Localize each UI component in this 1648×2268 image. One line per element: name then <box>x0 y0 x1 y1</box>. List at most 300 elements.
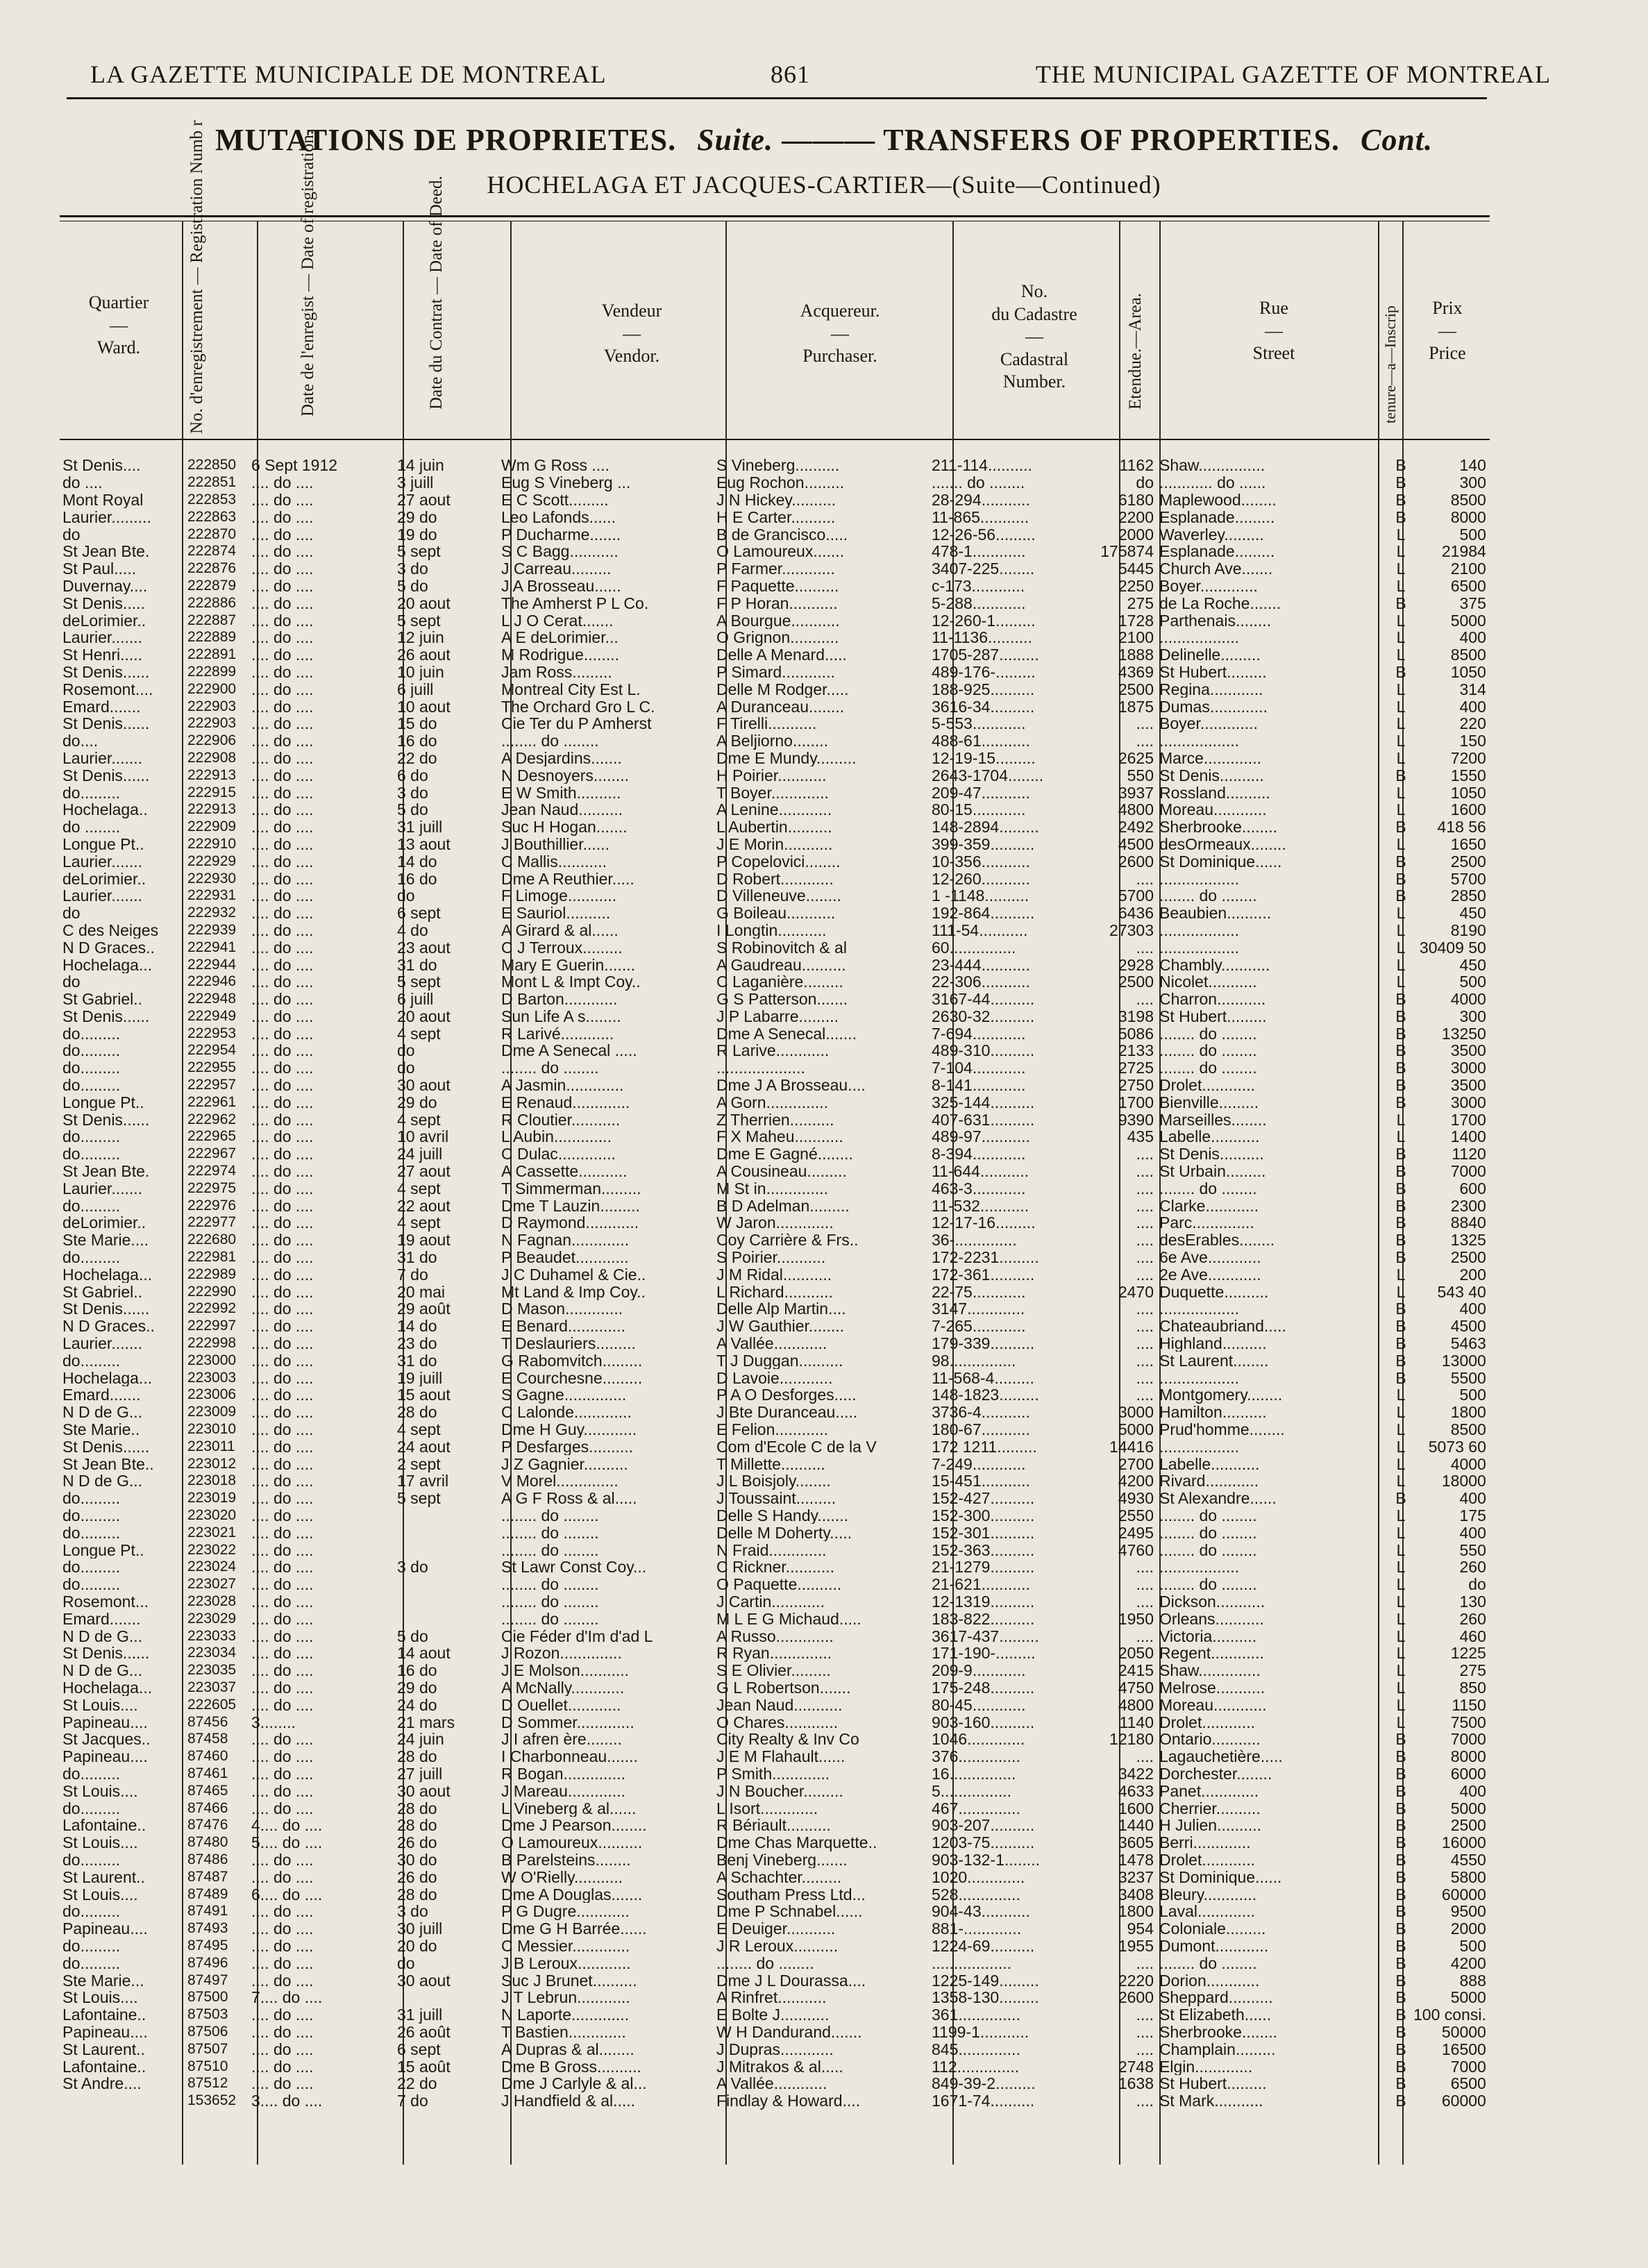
cadastral-number-cell: 903-132-1........ <box>932 1851 1040 1869</box>
registration-number-cell: 222989 <box>187 1266 237 1282</box>
registration-number-cell: 223024 <box>187 1559 237 1575</box>
vendor-cell: C Messier............. <box>501 1937 630 1955</box>
street-cell: St Laurent........ <box>1159 1352 1269 1370</box>
area-cell: 3237 <box>1118 1868 1154 1886</box>
street-cell: ........ do ........ <box>1159 1541 1257 1559</box>
cadastral-number-cell: 5-553............ <box>932 714 1026 732</box>
street-cell: Esplanade......... <box>1159 508 1275 526</box>
ward-cell: St Jacques.. <box>62 1730 151 1748</box>
purchaser-cell: O Lamoureux....... <box>716 542 845 560</box>
street-cell: desErables........ <box>1159 1231 1275 1249</box>
price-cell: 4000 <box>1450 1455 1486 1473</box>
deed-date-cell: 31 do <box>397 1352 437 1370</box>
transfers-table <box>60 457 1492 2110</box>
vendor-cell: E W Smith.......... <box>501 784 621 801</box>
registration-number-cell: 223019 <box>187 1490 237 1506</box>
purchaser-cell: P A O Desforges..... <box>716 1386 857 1404</box>
area-cell: do <box>1136 473 1154 492</box>
area-cell: 2500 <box>1118 680 1154 698</box>
deed-date-cell: 22 aout <box>397 1197 451 1215</box>
registration-date-cell: .... do .... <box>251 1972 314 1989</box>
tenure-cell: B <box>1395 1954 1406 1972</box>
vendor-cell: J Mareau............. <box>501 1782 625 1800</box>
ward-cell: St Jean Bte. <box>62 542 150 560</box>
registration-date-cell: .... do .... <box>251 1007 314 1025</box>
registration-number-cell: 222981 <box>187 1249 237 1266</box>
registration-date-cell: .... do .... <box>251 1248 314 1266</box>
tenure-cell: L <box>1396 1283 1406 1301</box>
area-cell: 4500 <box>1118 835 1154 853</box>
registration-date-cell: .... do .... <box>251 577 314 595</box>
table-row <box>60 1283 1492 1300</box>
cadastral-number-cell: 22-75............ <box>932 1283 1026 1301</box>
tenure-cell: L <box>1396 1713 1406 1731</box>
cadastral-number-cell: 21-1279.......... <box>932 1559 1035 1576</box>
price-cell: 21984 <box>1441 542 1486 560</box>
vendor-cell: P Beaudet............ <box>501 1248 629 1266</box>
street-cell: ........ do ........ <box>1159 1506 1257 1524</box>
ward-cell: St Gabriel.. <box>62 990 143 1008</box>
price-cell: 500 <box>1459 1386 1486 1404</box>
price-cell: 2000 <box>1450 1920 1486 1938</box>
price-cell: 550 <box>1459 1541 1486 1559</box>
vendor-cell: J T Lebrun............ <box>501 1988 630 2006</box>
price-cell: 8000 <box>1450 1747 1486 1765</box>
purchaser-cell: S Poirier........... <box>716 1248 826 1266</box>
street-cell: Ontario........... <box>1159 1730 1261 1748</box>
price-cell: 7500 <box>1450 1713 1486 1731</box>
area-cell: .... <box>1136 1317 1154 1335</box>
table-row <box>60 887 1492 905</box>
area-cell: .... <box>1136 1386 1154 1404</box>
registration-date-cell: .... do .... <box>251 1420 314 1438</box>
registration-date-cell: .... do .... <box>251 2023 314 2041</box>
street-cell: Chateaubriand..... <box>1159 1317 1286 1335</box>
price-cell: 7000 <box>1450 2058 1486 2075</box>
ward-cell: St Denis.... <box>62 457 141 474</box>
deed-date-cell: 23 do <box>397 1334 437 1352</box>
registration-number-cell: 87495 <box>187 1937 228 1954</box>
registration-number-cell: 222955 <box>187 1059 237 1076</box>
tenure-cell: B <box>1395 1747 1406 1765</box>
cadastral-number-cell: .................. <box>932 1954 1012 1972</box>
purchaser-cell: J R Leroux.......... <box>716 1937 839 1955</box>
deed-date-cell: 21 mars <box>397 1713 455 1731</box>
vendor-cell: N Laporte............. <box>501 2006 630 2024</box>
street-cell: St Hubert......... <box>1159 2074 1267 2092</box>
registration-number-cell: 223021 <box>187 1524 237 1540</box>
purchaser-cell: Delle M Doherty..... <box>716 1524 852 1542</box>
purchaser-cell: J Mitrakos & al..... <box>716 2058 843 2075</box>
price-cell: 2850 <box>1450 887 1486 905</box>
tenure-cell: L <box>1396 1696 1406 1714</box>
deed-date-cell: 7 do <box>397 2092 428 2110</box>
price-cell: 1120 <box>1452 1145 1486 1163</box>
table-row <box>60 629 1492 646</box>
street-cell: .................. <box>1159 1438 1240 1456</box>
ward-cell: Laurier....... <box>62 749 143 767</box>
registration-date-cell: .... do .... <box>251 1868 314 1886</box>
price-cell: 1225 <box>1450 1644 1486 1662</box>
price-cell: 375 <box>1459 594 1486 612</box>
cadastral-number-cell: 881-............. <box>932 1920 1022 1938</box>
cadastral-number-cell: 488-61........... <box>932 732 1030 750</box>
street-cell: .................. <box>1159 1369 1240 1387</box>
street-cell: Labelle........... <box>1159 1455 1260 1473</box>
area-cell: .... <box>1136 990 1154 1008</box>
cadastral-number-cell: 2630-32.......... <box>932 1007 1035 1025</box>
street-cell: St Elizabeth...... <box>1159 2006 1272 2024</box>
street-cell: St Mark........... <box>1159 2092 1263 2110</box>
section-subtitle: HOCHELAGA ET JACQUES-CARTIER—(Suite—Continued) <box>487 171 1161 199</box>
street-cell: St Urbain......... <box>1159 1162 1266 1180</box>
tenure-cell: B <box>1395 1076 1406 1094</box>
vendor-cell: A Desjardins....... <box>501 749 622 767</box>
deed-date-cell: 3 do <box>397 784 428 801</box>
price-cell: 13250 <box>1441 1025 1486 1043</box>
ward-cell: do.... <box>62 732 99 750</box>
tenure-cell: B <box>1395 1972 1406 1989</box>
cadastral-number-cell: 152-427.......... <box>932 1489 1035 1507</box>
table-row <box>60 1421 1492 1438</box>
table-row <box>60 543 1492 560</box>
registration-number-cell: 222879 <box>187 577 237 594</box>
registration-number-cell: 222915 <box>187 784 237 800</box>
table-row <box>60 784 1492 801</box>
street-cell: Bienville......... <box>1159 1093 1259 1111</box>
ward-cell: do......... <box>62 1352 121 1370</box>
table-row <box>60 870 1492 887</box>
ward-cell: Hochelaga... <box>62 956 153 973</box>
area-cell: 1950 <box>1118 1610 1154 1628</box>
deed-date-cell: 26 do <box>397 1868 437 1886</box>
cadastral-number-cell: 8-141............ <box>932 1076 1026 1094</box>
price-cell: 60000 <box>1441 2092 1486 2110</box>
purchaser-cell: F P Horan........... <box>716 594 838 612</box>
vendor-cell: A Dupras & al........ <box>501 2040 634 2058</box>
ward-cell: Rosemont... <box>62 1593 149 1611</box>
cadastral-number-cell: 7-694............ <box>932 1025 1026 1043</box>
ward-cell: Hochelaga... <box>62 1679 153 1697</box>
registration-date-cell: .... do .... <box>251 1334 314 1352</box>
cadastral-number-cell: 11-568-4......... <box>932 1369 1034 1387</box>
registration-number-cell: 153652 <box>187 2092 237 2109</box>
area-cell: .... <box>1136 1352 1154 1370</box>
deed-date-cell: 4 sept <box>397 1025 441 1043</box>
registration-number-cell: 222899 <box>187 663 237 680</box>
registration-date-cell: 3.... do .... <box>251 2092 323 2110</box>
area-cell: 4800 <box>1118 800 1154 818</box>
area-cell: 2928 <box>1118 956 1154 973</box>
registration-number-cell: 87506 <box>187 2023 228 2040</box>
vendor-cell: N Desnoyers........ <box>501 766 630 784</box>
registration-date-cell: .... do .... <box>251 818 314 836</box>
purchaser-cell: C Rickner........... <box>716 1559 834 1576</box>
tenure-cell: L <box>1396 973 1406 991</box>
purchaser-cell: J W Gauthier........ <box>716 1317 845 1335</box>
purchaser-cell: Dme J L Dourassa.... <box>716 1972 866 1989</box>
table-row <box>60 2024 1492 2041</box>
deed-date-cell: 10 aout <box>397 698 451 715</box>
price-cell: 300 <box>1459 1007 1486 1025</box>
registration-number-cell: 223018 <box>187 1472 237 1489</box>
street-cell: Drolet............ <box>1159 1713 1256 1731</box>
registration-date-cell: .... do .... <box>251 1902 314 1920</box>
tenure-cell: B <box>1395 457 1406 474</box>
ward-cell: St Gabriel.. <box>62 1283 143 1301</box>
area-cell: 2750 <box>1118 1076 1154 1094</box>
registration-number-cell: 223033 <box>187 1627 237 1644</box>
purchaser-cell: Delle Alp Martin.... <box>716 1300 846 1318</box>
vendor-cell: C Lalonde............. <box>501 1403 632 1421</box>
deed-date-cell: 5 do <box>397 577 428 595</box>
street-cell: Sherbrooke........ <box>1159 818 1278 836</box>
registration-number-cell: 223010 <box>187 1421 237 1438</box>
area-cell: 2600 <box>1118 1988 1154 2006</box>
purchaser-cell: P Simard............ <box>716 663 835 681</box>
street-cell: Labelle........... <box>1159 1128 1260 1145</box>
vendor-cell: S Gagne.............. <box>501 1386 627 1404</box>
purchaser-cell: L Richard........... <box>716 1283 833 1301</box>
area-cell: 1955 <box>1118 1937 1154 1955</box>
price-cell: 5700 <box>1450 870 1486 887</box>
street-cell: Victoria.......... <box>1159 1627 1257 1645</box>
cadastral-number-cell: 12-260-1......... <box>932 612 1036 629</box>
price-cell: 8000 <box>1450 508 1486 526</box>
price-cell: 4500 <box>1450 1317 1486 1335</box>
tenure-cell: L <box>1396 577 1406 595</box>
ward-cell: do......... <box>62 1145 121 1163</box>
deed-date-cell: 20 mai <box>397 1283 446 1301</box>
registration-date-cell: .... do .... <box>251 508 314 526</box>
area-cell: 14416 <box>1109 1438 1154 1456</box>
price-cell: 1700 <box>1450 1111 1486 1129</box>
table-row <box>60 664 1492 681</box>
registration-date-cell: .... do .... <box>251 646 314 664</box>
price-cell: 460 <box>1459 1627 1486 1645</box>
vendor-cell: C Mallis........... <box>501 852 607 871</box>
table-row <box>60 612 1492 629</box>
col-date-registration: Date de l'enregist — Date of registration. <box>299 131 317 417</box>
area-cell: 27303 <box>1109 921 1154 939</box>
purchaser-cell: L Aubertin.......... <box>716 818 832 836</box>
deed-date-cell: 14 do <box>397 1317 437 1335</box>
tenure-cell: B <box>1395 594 1406 612</box>
registration-date-cell: .... do .... <box>251 921 314 939</box>
deed-date-cell: 12 juin <box>397 628 444 646</box>
area-cell: 12180 <box>1109 1730 1154 1748</box>
deed-date-cell: 30 juill <box>397 1920 443 1938</box>
registration-number-cell: 222953 <box>187 1025 237 1041</box>
deed-date-cell: 4 sept <box>397 1111 441 1129</box>
purchaser-cell: T J Duggan.......... <box>716 1352 843 1370</box>
vendor-cell: P Ducharme....... <box>501 526 621 543</box>
street-cell: Delinelle......... <box>1159 646 1261 664</box>
purchaser-cell: A Gaudreau.......... <box>716 956 846 973</box>
street-cell: Dumont............ <box>1159 1937 1269 1955</box>
tenure-cell: B <box>1395 1902 1406 1920</box>
vendor-cell: ........ do ........ <box>501 1593 599 1611</box>
ward-cell: do......... <box>62 1902 121 1920</box>
ward-cell: St Louis.... <box>62 1885 138 1903</box>
vendor-cell: S C Bagg........... <box>501 542 619 560</box>
street-cell: St Hubert......... <box>1159 1007 1267 1025</box>
purchaser-cell: H Poirier........... <box>716 766 827 784</box>
cadastral-number-cell: 1046............. <box>932 1730 1025 1748</box>
cadastral-number-cell: 211-114.......... <box>932 457 1032 474</box>
deed-date-cell: 30 aout <box>397 1972 451 1989</box>
cadastral-number-cell: 903-207.......... <box>932 1816 1035 1834</box>
deed-date-cell <box>397 1524 501 1541</box>
ward-cell: Rosemont.... <box>62 680 153 698</box>
registration-date-cell: .... do .... <box>251 2074 314 2092</box>
ward-cell: do......... <box>62 1042 121 1059</box>
area-cell: .... <box>1136 1369 1154 1387</box>
table-row <box>60 1507 1492 1524</box>
deed-date-cell: 15 aout <box>397 1386 451 1404</box>
price-cell: 8500 <box>1450 491 1486 509</box>
registration-number-cell: 222932 <box>187 905 237 921</box>
price-cell: 8500 <box>1450 1420 1486 1438</box>
area-cell: 2625 <box>1118 749 1154 767</box>
vendor-cell: ........ do ........ <box>501 1506 599 1524</box>
registration-date-cell: .... do .... <box>251 990 314 1008</box>
deed-date-cell: 26 août <box>397 2023 451 2041</box>
vendor-cell: Mont L & Impt Coy.. <box>501 973 641 991</box>
registration-number-cell: 87507 <box>187 2040 228 2057</box>
price-cell: 400 <box>1459 1489 1486 1507</box>
deed-date-cell: 31 do <box>397 1248 437 1266</box>
area-cell: .... <box>1136 1627 1154 1645</box>
price-cell: 6500 <box>1450 2074 1486 2092</box>
price-cell: 260 <box>1459 1559 1486 1576</box>
vendor-cell: Dme G H Barrée...... <box>501 1920 647 1938</box>
cadastral-number-cell: 209-9............ <box>932 1661 1026 1679</box>
deed-date-cell: do <box>397 1954 415 1972</box>
tenure-cell: L <box>1396 1455 1406 1473</box>
ward-cell: St Louis.... <box>62 1833 138 1851</box>
purchaser-cell: ........ do ........ <box>716 1954 814 1972</box>
purchaser-cell: G S Patterson....... <box>716 990 848 1008</box>
registration-date-cell: .... do .... <box>251 1145 314 1163</box>
area-cell: 1600 <box>1118 1799 1154 1817</box>
tenure-cell: B <box>1395 2074 1406 2092</box>
registration-date-cell: .... do .... <box>251 1231 314 1249</box>
tenure-cell: B <box>1395 2058 1406 2075</box>
registration-number-cell: 222977 <box>187 1214 237 1231</box>
col-purchaser: Acquereur. — Purchaser. <box>800 301 880 366</box>
vendor-cell: Leo Lafonds...... <box>501 508 616 526</box>
street-cell: .................. <box>1159 870 1240 887</box>
tenure-cell: B <box>1395 1730 1406 1748</box>
street-cell: Rossland.......... <box>1159 784 1270 801</box>
registration-date-cell: .... do .... <box>251 663 314 681</box>
registration-date-cell: .... do .... <box>251 1937 314 1955</box>
registration-date-cell: .... do .... <box>251 887 314 905</box>
price-cell: 220 <box>1459 714 1486 732</box>
purchaser-cell: E Bolte J........... <box>716 2006 830 2024</box>
tenure-cell: L <box>1396 680 1406 698</box>
table-row <box>60 1765 1492 1783</box>
ward-cell <box>60 2092 187 2110</box>
street-cell: desOrmeaux........ <box>1159 835 1286 853</box>
table-row <box>60 715 1492 732</box>
table-row <box>60 1111 1492 1128</box>
ward-cell: St Paul..... <box>62 560 137 578</box>
ward-cell: do......... <box>62 1025 121 1043</box>
deed-date-cell: 15 do <box>397 714 437 732</box>
purchaser-cell: Com d'Ecole C de la V <box>716 1438 877 1456</box>
cadastral-number-cell: 23-444........... <box>932 956 1030 973</box>
table-row <box>60 836 1492 853</box>
tenure-cell: L <box>1396 612 1406 629</box>
area-cell: 1140 <box>1119 1713 1154 1731</box>
vendor-cell: Dme A Senecal ..... <box>501 1042 637 1059</box>
registration-date-cell: .... do .... <box>251 1610 314 1628</box>
tenure-cell: B <box>1395 1214 1406 1232</box>
street-cell: Melrose........... <box>1159 1679 1266 1697</box>
street-cell: Montgomery........ <box>1159 1386 1283 1404</box>
purchaser-cell: D Lavoie............ <box>716 1369 833 1387</box>
deed-date-cell: 14 aout <box>397 1644 451 1662</box>
area-cell: 2492 <box>1118 818 1154 836</box>
street-cell: St Denis.......... <box>1159 766 1264 784</box>
ward-cell: Laurier....... <box>62 628 143 646</box>
title-fr: MUTATIONS DE PROPRIETES. <box>215 123 677 157</box>
registration-date-cell: .... do .... <box>251 1851 314 1869</box>
area-cell: .... <box>1136 2092 1154 2110</box>
price-cell: 500 <box>1459 973 1486 991</box>
street-cell: ........ do ........ <box>1159 1575 1257 1593</box>
cadastral-number-cell: 325-144.......... <box>932 1093 1035 1111</box>
purchaser-cell: J Dupras............ <box>716 2040 834 2058</box>
tenure-cell: L <box>1396 732 1406 750</box>
price-cell: 300 <box>1459 473 1486 492</box>
street-cell: ............ do ...... <box>1159 473 1266 492</box>
area-cell: 2470 <box>1118 1283 1154 1301</box>
price-cell: 5000 <box>1450 612 1486 629</box>
tenure-cell: B <box>1395 473 1406 492</box>
tenure-cell: B <box>1395 1765 1406 1783</box>
deed-date-cell: 29 août <box>397 1300 451 1318</box>
price-cell: 400 <box>1459 1782 1486 1800</box>
area-cell: 4800 <box>1118 1696 1154 1714</box>
cadastral-number-cell: 1 -1148.......... <box>932 887 1029 905</box>
tenure-cell: B <box>1395 1025 1406 1043</box>
table-row <box>60 939 1492 956</box>
vendor-cell: E Renaud............. <box>501 1093 630 1111</box>
tenure-cell: L <box>1396 646 1406 664</box>
registration-date-cell: .... do .... <box>251 1593 314 1611</box>
street-cell: Moreau............ <box>1159 800 1267 818</box>
ward-cell: do <box>62 973 81 991</box>
cadastral-number-cell: 172-361.......... <box>932 1266 1035 1284</box>
ward-cell: Laurier....... <box>62 1179 143 1198</box>
registration-date-cell: .... do .... <box>251 594 314 612</box>
ward-cell: Emard....... <box>62 1610 141 1628</box>
table-row <box>60 646 1492 664</box>
registration-number-cell: 87480 <box>187 1834 228 1851</box>
tenure-cell: B <box>1395 1179 1406 1198</box>
ward-cell: St Laurent.. <box>62 2040 145 2058</box>
ward-cell: do ........ <box>62 818 121 836</box>
purchaser-cell: D Robert............ <box>716 870 834 887</box>
col-date-deed: Date du Contrat — Date of Deed. <box>427 176 446 410</box>
price-cell: 16000 <box>1441 1833 1486 1851</box>
cadastral-number-cell: 467.............. <box>932 1799 1020 1817</box>
table-row <box>60 1954 1492 1972</box>
registration-number-cell: 222962 <box>187 1111 237 1127</box>
